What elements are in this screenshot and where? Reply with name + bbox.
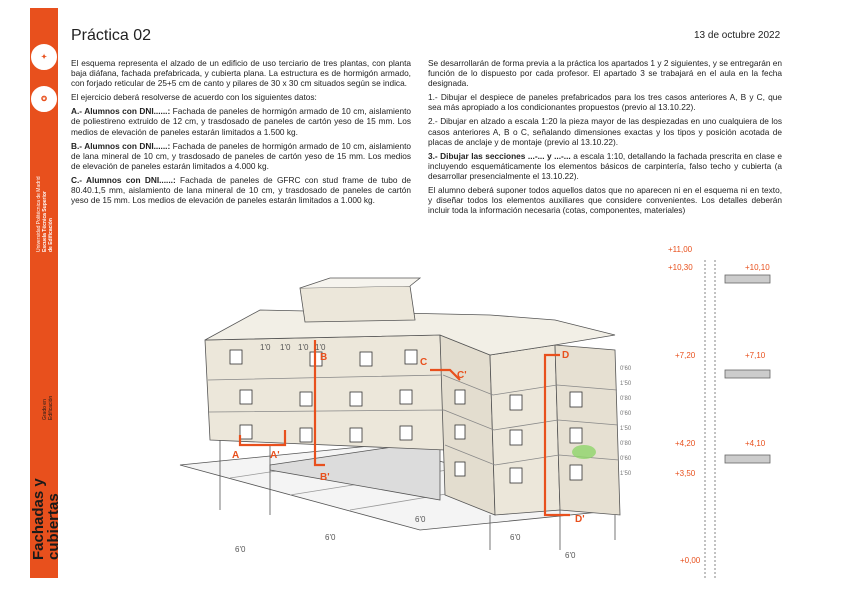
plan-dimension-4: 6'0	[510, 533, 521, 542]
floor-height-2: 1'50	[620, 381, 632, 387]
floor-height-6: 0'80	[620, 441, 632, 447]
building-sketch	[160, 240, 780, 590]
case-c-paragraph: C.- Alumnos con DNI......: Fachada de paneles de GFRC con stud frame de tubo de 80.40.1,5 mm, aislamiento de lana mineral de 10 cm, y trasdosado de paneles de cartón yeso de 15 mm. Los medios de elevación de paneles estarán limitados a 1.000 kg.	[71, 174, 412, 206]
plan-dimension-2: 6'0	[325, 533, 336, 542]
sidebar-university: Universidad Politécnica de Madrid Escuela Técnica Superior de Edificación	[36, 176, 54, 252]
item-1-paragraph: 1.- Dibujar el despiece de paneles prefabricados para los tres casos anteriores A, B y C, que sea más apropiado a los condicionantes propuestos (previo al 13.10.22).	[428, 92, 782, 113]
level-left-4: +4,20	[675, 439, 696, 448]
level-left-2: +10,30	[668, 263, 693, 272]
section-label-d: D	[562, 350, 570, 361]
school-seal-icon: ✪	[31, 86, 57, 112]
plan-dimension-1: 6'0	[235, 545, 246, 554]
section-label-a-prime: A'	[270, 450, 280, 461]
top-dimension-4: 1'0	[315, 343, 326, 352]
sidebar-degree: Grado en Edificación	[42, 395, 54, 420]
floor-height-3: 0'80	[620, 396, 632, 402]
plan-dimension-3: 6'0	[415, 515, 426, 524]
right-text-column	[428, 58, 782, 219]
level-left-6: +0,00	[680, 556, 701, 565]
level-right-3: +4,10	[745, 439, 766, 448]
left-text-column	[71, 58, 411, 209]
floor-height-7: 0'60	[620, 456, 632, 462]
prompt-paragraph: El ejercicio deberá resolverse de acuerdo con los siguientes datos:	[71, 92, 317, 103]
floor-height-1: 0'60	[620, 366, 632, 372]
level-left-5: +3,50	[675, 469, 696, 478]
item-2-paragraph: 2.- Dibujar en alzado a escala 1:20 la pieza mayor de las despiezadas en uno cualquiera de los casos anteriores A, B o C, señalando dimensiones exactas y los tipos y posición acotada de placas de anclaje y de montaje (previo al 13.10.22).	[428, 116, 782, 147]
section-label-b-prime: B'	[320, 472, 330, 483]
level-left-1: +11,00	[668, 245, 693, 254]
case-b-paragraph: B.- Alumnos con DNI......: Fachada de paneles de hormigón armado de 10 cm, aislamiento de lana mineral de 10 cm, y trasdosado de paneles de cartón yeso de 15 mm. Los medios de elevación de paneles estarán limitados a 4.000 kg.	[71, 140, 411, 171]
level-right-2: +7,10	[745, 351, 766, 360]
course-title: Fachadas y cubiertas	[30, 478, 62, 560]
level-right-1: +10,10	[745, 263, 770, 272]
page-title: Práctica 02	[71, 27, 152, 44]
right-intro-paragraph: Se desarrollarán de forma previa a la práctica los apartados 1 y 2 siguientes, y se entregarán en función de lo dispuesto por cada profesor. El apartado 3 se trabajará en el aula en la fecha designada.	[428, 58, 782, 89]
top-dimension-2: 1'0	[280, 343, 291, 352]
floor-height-5: 1'50	[620, 426, 632, 432]
case-a-paragraph: A.- Alumnos con DNI......: Fachada de paneles de hormigón armado de 10 cm, aislamiento de poliestireno extruido de 12 cm, y trasdosado de paneles de cartón yeso de 15 mm. Los medios de elevación de paneles estarán limitados a 1.500 kg.	[71, 106, 411, 137]
item-3-paragraph: 3.- Dibujar las secciones ...-... y ...-... a escala 1:10, detallando la fachada prescrita en clase e incluyendo esquemáticamente los elementos básicos de carpintería, falso techo y cubierta (a desarrollar presencialmente el 13.10.22).	[428, 150, 783, 181]
closing-paragraph: El alumno deberá suponer todos aquellos datos que no aparecen ni en el esquema ni en texto, y diseñar todos los elementos auxiliares que considere convenientes. Los detalles deberán incluir toda la información necesaria (cotas, componentes, materiales)	[428, 185, 782, 216]
university-seal-icon: ✦	[31, 44, 57, 70]
floor-height-8: 1'50	[620, 471, 632, 477]
section-label-b: B	[320, 352, 328, 363]
page-date: 13 de octubre 2022	[694, 30, 781, 41]
plan-dimension-5: 6'0	[565, 551, 576, 560]
top-dimension-3: 1'0	[298, 343, 309, 352]
section-label-c-prime: C'	[457, 370, 467, 381]
intro-paragraph: El esquema representa el alzado de un edificio de uso terciario de tres plantas, con planta baja diáfana, fachada prefabricada, y cubierta plana. La estructura es de hormigón armado, con forjado reticular de 25+5 cm de canto y pilares de 30 x 30 cm situados según se indica.	[71, 58, 411, 89]
floor-height-4: 0'60	[620, 411, 632, 417]
section-label-c: C	[420, 357, 428, 368]
level-left-3: +7,20	[675, 351, 696, 360]
section-label-a: A	[232, 450, 240, 461]
top-dimension-1: 1'0	[260, 343, 271, 352]
section-label-d-prime: D'	[575, 514, 585, 525]
